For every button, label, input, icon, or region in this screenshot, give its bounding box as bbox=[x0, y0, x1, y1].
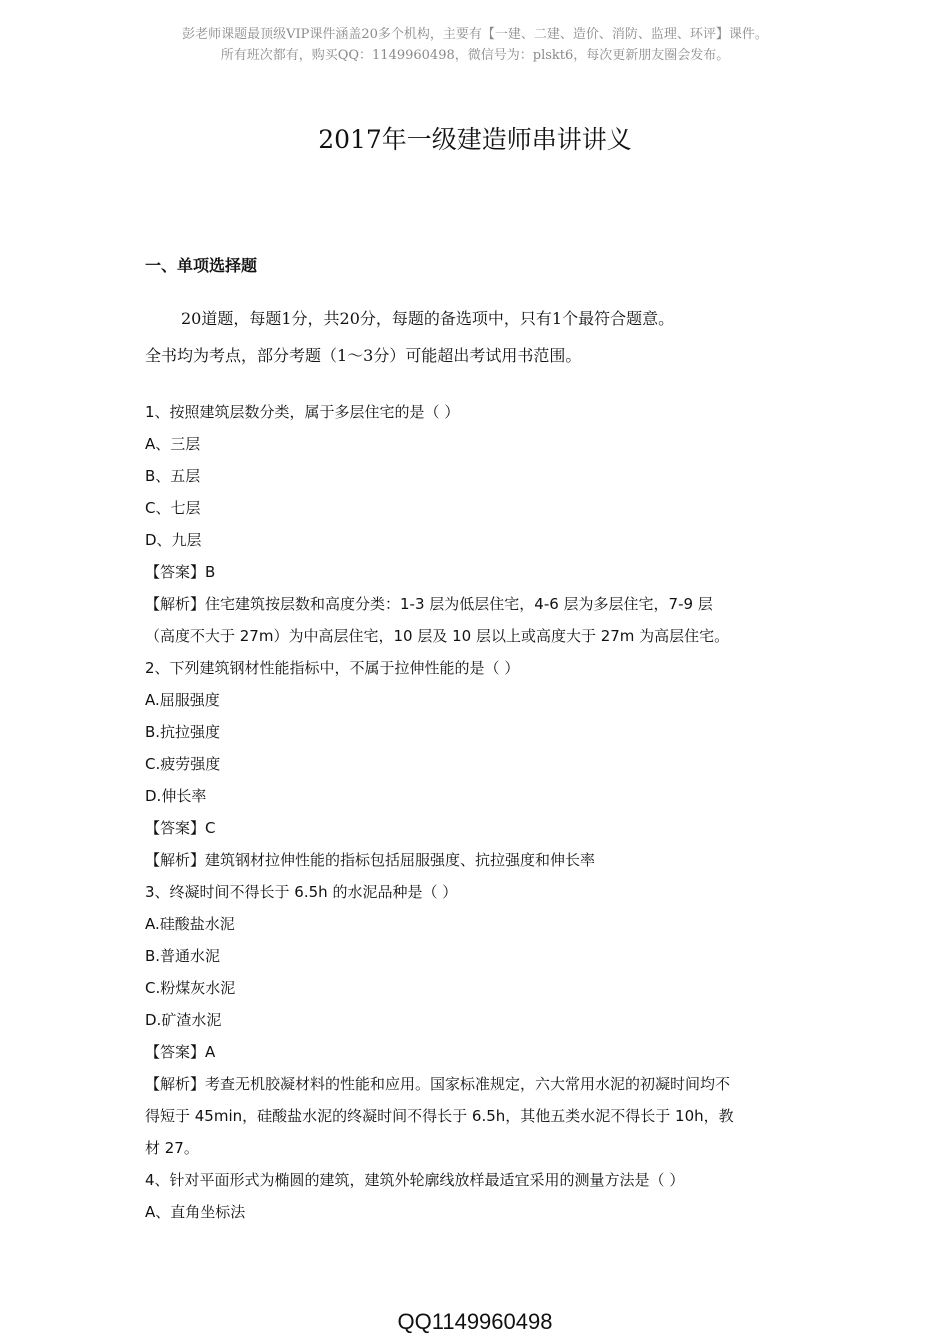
question-1-option-a: A、三层 bbox=[145, 435, 201, 453]
question-3-option-d: D.矿渣水泥 bbox=[145, 1011, 222, 1029]
section-heading: 一、单项选择题 bbox=[145, 256, 258, 275]
question-3-answer: 【答案】A bbox=[145, 1043, 216, 1061]
footer-contact: QQ1149960498 bbox=[397, 1309, 553, 1334]
question-4-option-a: A、直角坐标法 bbox=[145, 1203, 246, 1221]
intro-paragraph-2: 全书均为考点，部分考题（1～3分）可能超出考试用书范围。 bbox=[145, 346, 582, 365]
question-1-option-c: C、七层 bbox=[145, 499, 201, 517]
document-title: 2017年一级建造师串讲讲义 bbox=[318, 125, 632, 154]
question-4-stem: 4、针对平面形式为椭圆的建筑，建筑外轮廓线放样最适宜采用的测量方法是（ ） bbox=[145, 1171, 685, 1189]
question-1-answer: 【答案】B bbox=[145, 563, 216, 581]
header-line-2: 所有班次都有，购买QQ：1149960498，微信号为：plskt6，每次更新朋友圈会发布。 bbox=[220, 48, 730, 63]
question-2-option-c: C.疲劳强度 bbox=[145, 755, 221, 773]
question-2-option-d: D.伸长率 bbox=[145, 787, 207, 805]
question-3-option-a: A.硅酸盐水泥 bbox=[145, 915, 235, 933]
watermark-header bbox=[0, 24, 950, 66]
question-1-stem: 1、按照建筑层数分类，属于多层住宅的是（ ） bbox=[145, 403, 460, 421]
question-2-answer: 【答案】C bbox=[145, 819, 216, 837]
question-3-analysis-line-1: 【解析】考查无机胶凝材料的性能和应用。国家标准规定，六大常用水泥的初凝时间均不 bbox=[145, 1075, 731, 1093]
question-2-option-b: B.抗拉强度 bbox=[145, 723, 221, 741]
question-3-option-c: C.粉煤灰水泥 bbox=[145, 979, 236, 997]
question-1-analysis-line-1: 【解析】住宅建筑按层数和高度分类：1-3 层为低层住宅，4-6 层为多层住宅，7-9 层 bbox=[145, 595, 713, 613]
question-1-option-b: B、五层 bbox=[145, 467, 201, 485]
question-3-stem: 3、终凝时间不得长于 6.5h 的水泥品种是（ ） bbox=[145, 883, 458, 901]
header-line-1: 彭老师课题最顶级VIP课件涵盖20多个机构，主要有【一建、二建、造价、消防、监理、环评】课件。 bbox=[182, 27, 768, 42]
question-2-stem: 2、下列建筑钢材性能指标中，不属于拉伸性能的是（ ） bbox=[145, 659, 520, 677]
question-3-analysis-line-2: 得短于 45min，硅酸盐水泥的终凝时间不得长于 6.5h，其他五类水泥不得长于 10h，教 bbox=[145, 1107, 734, 1125]
question-1-option-d: D、九层 bbox=[145, 531, 202, 549]
question-list bbox=[145, 396, 810, 1228]
question-3-option-b: B.普通水泥 bbox=[145, 947, 221, 965]
intro-paragraph-1: 20道题，每题1分，共20分，每题的备选项中，只有1个最符合题意。 bbox=[181, 309, 675, 328]
question-2-analysis: 【解析】建筑钢材拉伸性能的指标包括屈服强度、抗拉强度和伸长率 bbox=[145, 851, 596, 869]
question-2-option-a: A.屈服强度 bbox=[145, 691, 220, 709]
question-1-analysis-line-2: （高度不大于 27m）为中高层住宅，10 层及 10 层以上或高度大于 27m 为高层住宅。 bbox=[145, 627, 730, 645]
question-3-analysis-line-3: 材 27。 bbox=[145, 1139, 199, 1157]
